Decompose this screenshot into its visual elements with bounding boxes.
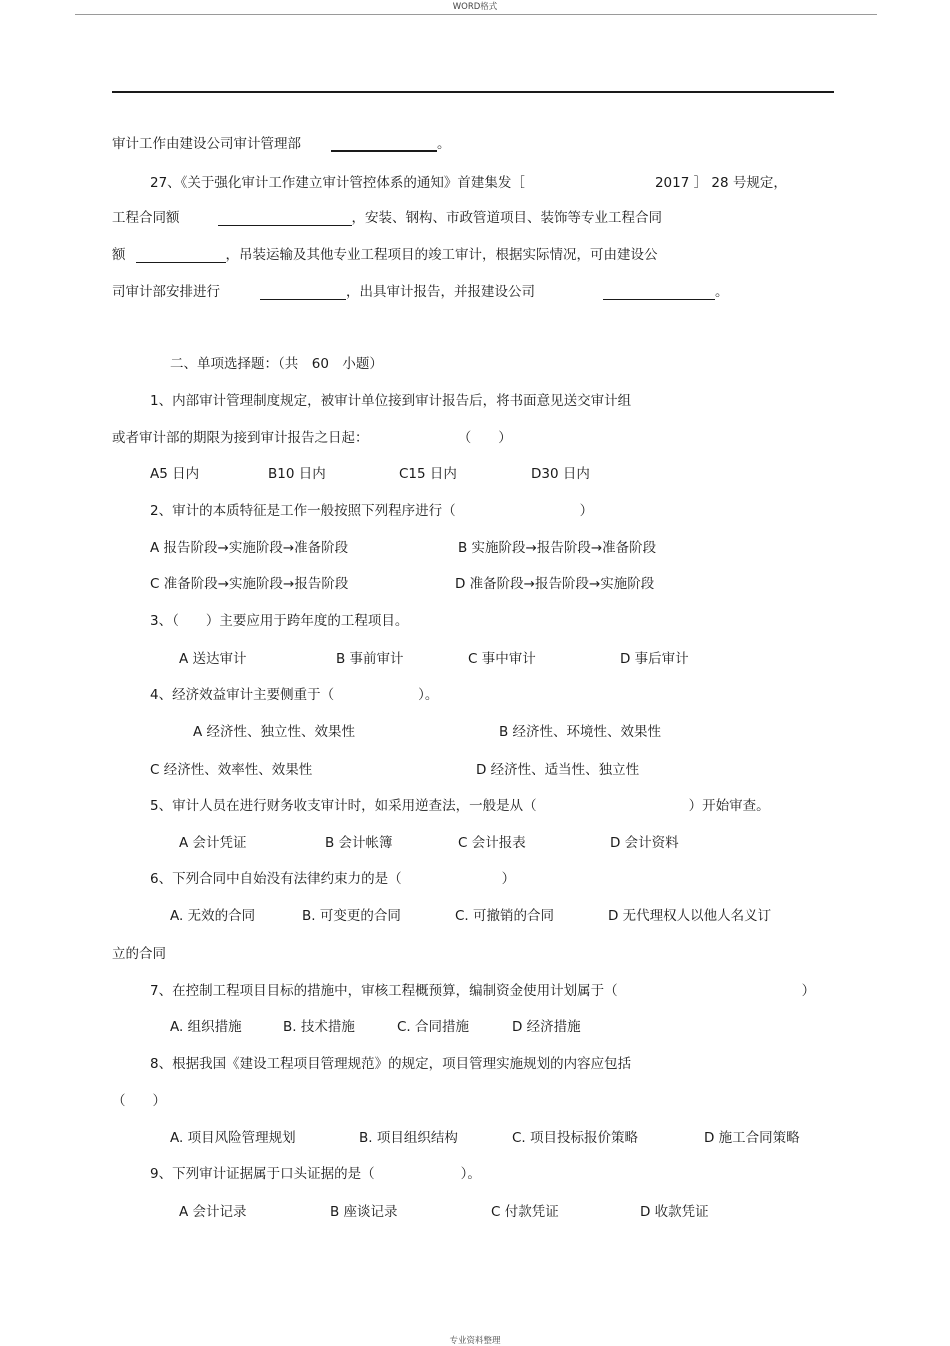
question-2: 2、审计的本质特征是工作一般按照下列程序进行（ ） xyxy=(150,503,594,519)
option-a[interactable]: A5 日内 xyxy=(150,466,200,482)
option-d[interactable]: D 经济性、适当性、独立性 xyxy=(476,762,640,778)
question-1: 1、内部审计管理制度规定，被审计单位接到审计报告后，将书面意见送交审计组 xyxy=(150,393,632,409)
option-c[interactable]: C 会计报表 xyxy=(458,835,526,851)
option-b[interactable]: B10 日内 xyxy=(268,466,326,482)
question-27: 27、《关于强化审计工作建立审计管控体系的通知》首建集发［ 2017 ］ 28 号规定， xyxy=(150,175,787,191)
option-a[interactable]: A. 项目风险管理规划 xyxy=(170,1130,296,1146)
fill-line-3: 工程合同额 ，安装、钢构、市政管道项目、装饰等专业工程合同 xyxy=(112,210,662,226)
question-1-cont: 或者审计部的期限为接到审计报告之日起： （ ） xyxy=(112,430,512,446)
option-c[interactable]: C 经济性、效率性、效果性 xyxy=(150,762,313,778)
option-a[interactable]: A. 无效的合同 xyxy=(170,908,256,924)
option-b[interactable]: B 会计帐簿 xyxy=(325,835,393,851)
option-a[interactable]: A 经济性、独立性、效果性 xyxy=(193,724,356,740)
page-header: WORD格式 xyxy=(452,2,498,12)
option-a[interactable]: A 送达审计 xyxy=(179,651,247,667)
question-9: 9、下列审计证据属于口头证据的是（ ）。 xyxy=(150,1166,481,1182)
option-d[interactable]: D 收款凭证 xyxy=(640,1204,709,1220)
fill-line-4: 额 ，吊装运输及其他专业工程项目的竣工审计，根据实际情况，可由建设公 xyxy=(112,247,658,263)
answer-blank[interactable] xyxy=(218,210,352,226)
question-8-paren: （ ） xyxy=(112,1093,166,1109)
answer-blank[interactable] xyxy=(603,284,715,300)
option-b[interactable]: B. 可变更的合同 xyxy=(302,908,401,924)
section-title: 二、单项选择题：（共 60 小题） xyxy=(170,356,383,372)
option-b[interactable]: B. 项目组织结构 xyxy=(359,1130,458,1146)
answer-blank[interactable] xyxy=(331,135,437,152)
answer-blank[interactable] xyxy=(136,247,226,263)
option-b[interactable]: B 经济性、环境性、效果性 xyxy=(499,724,662,740)
option-c[interactable]: C15 日内 xyxy=(399,466,457,482)
answer-rule xyxy=(112,91,834,93)
option-c[interactable]: C 付款凭证 xyxy=(491,1204,559,1220)
option-b[interactable]: B 事前审计 xyxy=(336,651,404,667)
option-d[interactable]: D 经济措施 xyxy=(512,1019,581,1035)
option-c[interactable]: C 准备阶段→实施阶段→报告阶段 xyxy=(150,576,349,592)
option-c[interactable]: C 事中审计 xyxy=(468,651,536,667)
question-6: 6、下列合同中自始没有法律约束力的是（ ） xyxy=(150,871,516,887)
option-b[interactable]: B. 技术措施 xyxy=(283,1019,355,1035)
option-d-cont: 立的合同 xyxy=(112,946,166,962)
header-divider xyxy=(75,14,877,15)
option-c[interactable]: C. 可撤销的合同 xyxy=(455,908,555,924)
answer-blank[interactable] xyxy=(260,284,346,300)
option-a[interactable]: A 会计凭证 xyxy=(179,835,247,851)
option-b[interactable]: B 实施阶段→报告阶段→准备阶段 xyxy=(458,540,657,556)
option-d[interactable]: D 会计资料 xyxy=(610,835,679,851)
option-c[interactable]: C. 合同措施 xyxy=(397,1019,470,1035)
question-8: 8、根据我国《建设工程项目管理规范》的规定，项目管理实施规划的内容应包括 xyxy=(150,1056,632,1072)
option-d[interactable]: D 无代理权人以他人名义订 xyxy=(608,908,772,924)
option-d[interactable]: D30 日内 xyxy=(531,466,590,482)
option-d[interactable]: D 准备阶段→报告阶段→实施阶段 xyxy=(455,576,655,592)
question-5: 5、审计人员在进行财务收支审计时，如采用逆查法，一般是从（ ）开始审查。 xyxy=(150,798,770,814)
option-a[interactable]: A 报告阶段→实施阶段→准备阶段 xyxy=(150,540,349,556)
fill-line-1: 审计工作由建设公司审计管理部 。 xyxy=(112,136,451,152)
option-d[interactable]: D 施工合同策略 xyxy=(704,1130,800,1146)
option-b[interactable]: B 座谈记录 xyxy=(330,1204,398,1220)
fill-line-5: 司审计部安排进行 ，出具审计报告，并报建设公司 。 xyxy=(112,284,729,300)
question-7: 7、在控制工程项目目标的措施中，审核工程概预算，编制资金使用计划属于（ ） xyxy=(150,983,816,999)
option-d[interactable]: D 事后审计 xyxy=(620,651,689,667)
question-4: 4、经济效益审计主要侧重于（ ）。 xyxy=(150,687,439,703)
option-a[interactable]: A. 组织措施 xyxy=(170,1019,242,1035)
page-footer: 专业资料整理 xyxy=(449,1336,501,1346)
question-3: 3、（ ）主要应用于跨年度的工程项目。 xyxy=(150,613,409,629)
option-c[interactable]: C. 项目投标报价策略 xyxy=(512,1130,639,1146)
option-a[interactable]: A 会计记录 xyxy=(179,1204,247,1220)
